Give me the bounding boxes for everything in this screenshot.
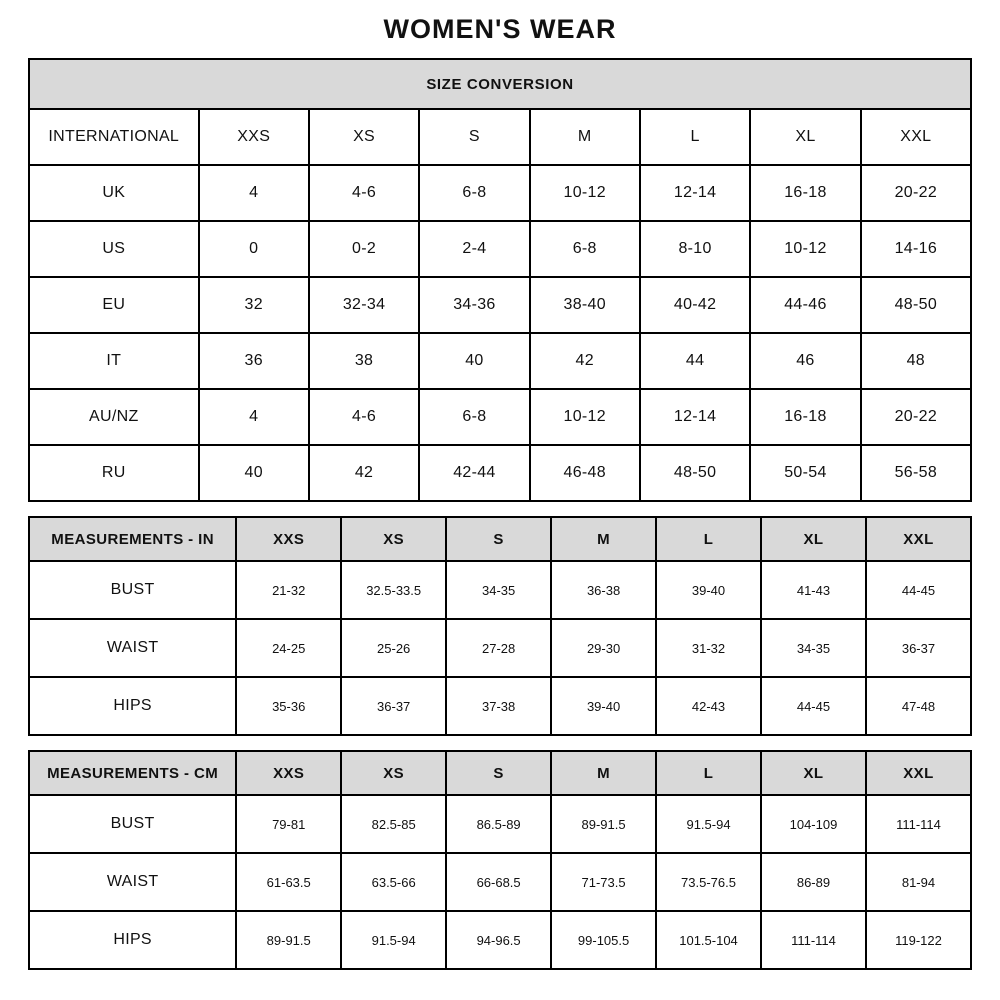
value-cell: 94-96.5	[446, 911, 551, 969]
value-cell: 32-34	[309, 277, 419, 333]
row-label-bust: BUST	[29, 561, 236, 619]
value-cell: 50-54	[750, 445, 860, 501]
value-cell: 42	[530, 333, 640, 389]
value-cell: 86.5-89	[446, 795, 551, 853]
column-header-xl: XL	[761, 517, 866, 561]
value-cell: 6-8	[419, 165, 529, 221]
value-cell: 6-8	[419, 389, 529, 445]
value-cell: 32.5-33.5	[341, 561, 446, 619]
column-header-xl: XL	[761, 751, 866, 795]
value-cell: 46-48	[530, 445, 640, 501]
row-label-eu: EU	[29, 277, 199, 333]
value-cell: 63.5-66	[341, 853, 446, 911]
value-cell: 0-2	[309, 221, 419, 277]
value-cell: 48	[861, 333, 971, 389]
size-conversion-title: SIZE CONVERSION	[29, 59, 971, 109]
value-cell: 89-91.5	[236, 911, 341, 969]
size-conversion-banner-row	[29, 59, 971, 109]
value-cell: 10-12	[750, 221, 860, 277]
value-cell: 36-37	[341, 677, 446, 735]
row-label-it: IT	[29, 333, 199, 389]
value-cell: 37-38	[446, 677, 551, 735]
value-cell: 48-50	[640, 445, 750, 501]
column-header-l: L	[640, 109, 750, 165]
value-cell: 48-50	[861, 277, 971, 333]
value-cell: 44-46	[750, 277, 860, 333]
size-row-eu	[29, 277, 971, 333]
value-cell: 99-105.5	[551, 911, 656, 969]
value-cell: 25-26	[341, 619, 446, 677]
row-label-ru: RU	[29, 445, 199, 501]
value-cell: 12-14	[640, 165, 750, 221]
value-cell: 82.5-85	[341, 795, 446, 853]
value-cell: 40-42	[640, 277, 750, 333]
value-cell: 20-22	[861, 389, 971, 445]
column-header-xs: XS	[309, 109, 419, 165]
column-header-s: S	[446, 517, 551, 561]
column-header-s: S	[446, 751, 551, 795]
value-cell: 119-122	[866, 911, 971, 969]
value-cell: 36-38	[551, 561, 656, 619]
value-cell: 4	[199, 165, 309, 221]
column-header-m: M	[551, 751, 656, 795]
value-cell: 73.5-76.5	[656, 853, 761, 911]
column-header-l: L	[656, 517, 761, 561]
column-header-international: INTERNATIONAL	[29, 109, 199, 165]
value-cell: 36-37	[866, 619, 971, 677]
value-cell: 29-30	[551, 619, 656, 677]
size-row-it	[29, 333, 971, 389]
size-row-au-nz	[29, 389, 971, 445]
size-systems-header-row	[29, 109, 971, 165]
measurements-in-row-waist	[29, 619, 971, 677]
measurements-cm-row-hips	[29, 911, 971, 969]
value-cell: 24-25	[236, 619, 341, 677]
column-header-s: S	[419, 109, 529, 165]
value-cell: 71-73.5	[551, 853, 656, 911]
value-cell: 12-14	[640, 389, 750, 445]
value-cell: 41-43	[761, 561, 866, 619]
value-cell: 32	[199, 277, 309, 333]
size-row-uk	[29, 165, 971, 221]
value-cell: 40	[199, 445, 309, 501]
size-conversion-table	[28, 58, 972, 502]
value-cell: 27-28	[446, 619, 551, 677]
value-cell: 34-35	[446, 561, 551, 619]
measurements-cm-table	[28, 750, 972, 970]
value-cell: 4-6	[309, 389, 419, 445]
value-cell: 42	[309, 445, 419, 501]
measurements-in-table	[28, 516, 972, 736]
value-cell: 81-94	[866, 853, 971, 911]
column-header-xxl: XXL	[866, 751, 971, 795]
value-cell: 44-45	[761, 677, 866, 735]
value-cell: 4-6	[309, 165, 419, 221]
measurements-in-row-hips	[29, 677, 971, 735]
column-header-xl: XL	[750, 109, 860, 165]
measurements-cm-header-row	[29, 751, 971, 795]
size-row-us	[29, 221, 971, 277]
measurements-in-header-row	[29, 517, 971, 561]
value-cell: 34-35	[761, 619, 866, 677]
value-cell: 0	[199, 221, 309, 277]
row-label-bust: BUST	[29, 795, 236, 853]
column-header-m: M	[530, 109, 640, 165]
value-cell: 10-12	[530, 165, 640, 221]
value-cell: 111-114	[866, 795, 971, 853]
value-cell: 14-16	[861, 221, 971, 277]
row-label-waist: WAIST	[29, 853, 236, 911]
row-label-au-nz: AU/NZ	[29, 389, 199, 445]
column-header-xs: XS	[341, 751, 446, 795]
row-label-uk: UK	[29, 165, 199, 221]
value-cell: 34-36	[419, 277, 529, 333]
value-cell: 42-44	[419, 445, 529, 501]
size-conversion-body	[29, 109, 971, 501]
value-cell: 91.5-94	[341, 911, 446, 969]
value-cell: 21-32	[236, 561, 341, 619]
value-cell: 36	[199, 333, 309, 389]
value-cell: 40	[419, 333, 529, 389]
column-header-m: M	[551, 517, 656, 561]
column-header-xxl: XXL	[861, 109, 971, 165]
value-cell: 31-32	[656, 619, 761, 677]
value-cell: 101.5-104	[656, 911, 761, 969]
value-cell: 44-45	[866, 561, 971, 619]
value-cell: 6-8	[530, 221, 640, 277]
value-cell: 35-36	[236, 677, 341, 735]
column-header-xxs: XXS	[199, 109, 309, 165]
value-cell: 39-40	[656, 561, 761, 619]
value-cell: 111-114	[761, 911, 866, 969]
measurements-in-row-bust	[29, 561, 971, 619]
value-cell: 4	[199, 389, 309, 445]
column-header-xxs: XXS	[236, 751, 341, 795]
value-cell: 2-4	[419, 221, 529, 277]
value-cell: 44	[640, 333, 750, 389]
value-cell: 8-10	[640, 221, 750, 277]
row-label-us: US	[29, 221, 199, 277]
value-cell: 61-63.5	[236, 853, 341, 911]
value-cell: 46	[750, 333, 860, 389]
value-cell: 39-40	[551, 677, 656, 735]
value-cell: 20-22	[861, 165, 971, 221]
measurements-cm-body	[29, 751, 971, 969]
value-cell: 89-91.5	[551, 795, 656, 853]
column-header-xxs: XXS	[236, 517, 341, 561]
value-cell: 10-12	[530, 389, 640, 445]
value-cell: 38	[309, 333, 419, 389]
value-cell: 104-109	[761, 795, 866, 853]
value-cell: 16-18	[750, 389, 860, 445]
value-cell: 91.5-94	[656, 795, 761, 853]
table-title-measurements-in: MEASUREMENTS - IN	[29, 517, 236, 561]
measurements-in-body	[29, 517, 971, 735]
table-title-measurements-cm: MEASUREMENTS - CM	[29, 751, 236, 795]
page-title: WOMEN'S WEAR	[383, 14, 617, 44]
value-cell: 16-18	[750, 165, 860, 221]
value-cell: 66-68.5	[446, 853, 551, 911]
measurements-cm-row-bust	[29, 795, 971, 853]
column-header-l: L	[656, 751, 761, 795]
value-cell: 79-81	[236, 795, 341, 853]
column-header-xs: XS	[341, 517, 446, 561]
value-cell: 42-43	[656, 677, 761, 735]
row-label-hips: HIPS	[29, 677, 236, 735]
measurements-cm-row-waist	[29, 853, 971, 911]
row-label-waist: WAIST	[29, 619, 236, 677]
value-cell: 56-58	[861, 445, 971, 501]
size-row-ru	[29, 445, 971, 501]
value-cell: 38-40	[530, 277, 640, 333]
value-cell: 86-89	[761, 853, 866, 911]
column-header-xxl: XXL	[866, 517, 971, 561]
row-label-hips: HIPS	[29, 911, 236, 969]
value-cell: 47-48	[866, 677, 971, 735]
